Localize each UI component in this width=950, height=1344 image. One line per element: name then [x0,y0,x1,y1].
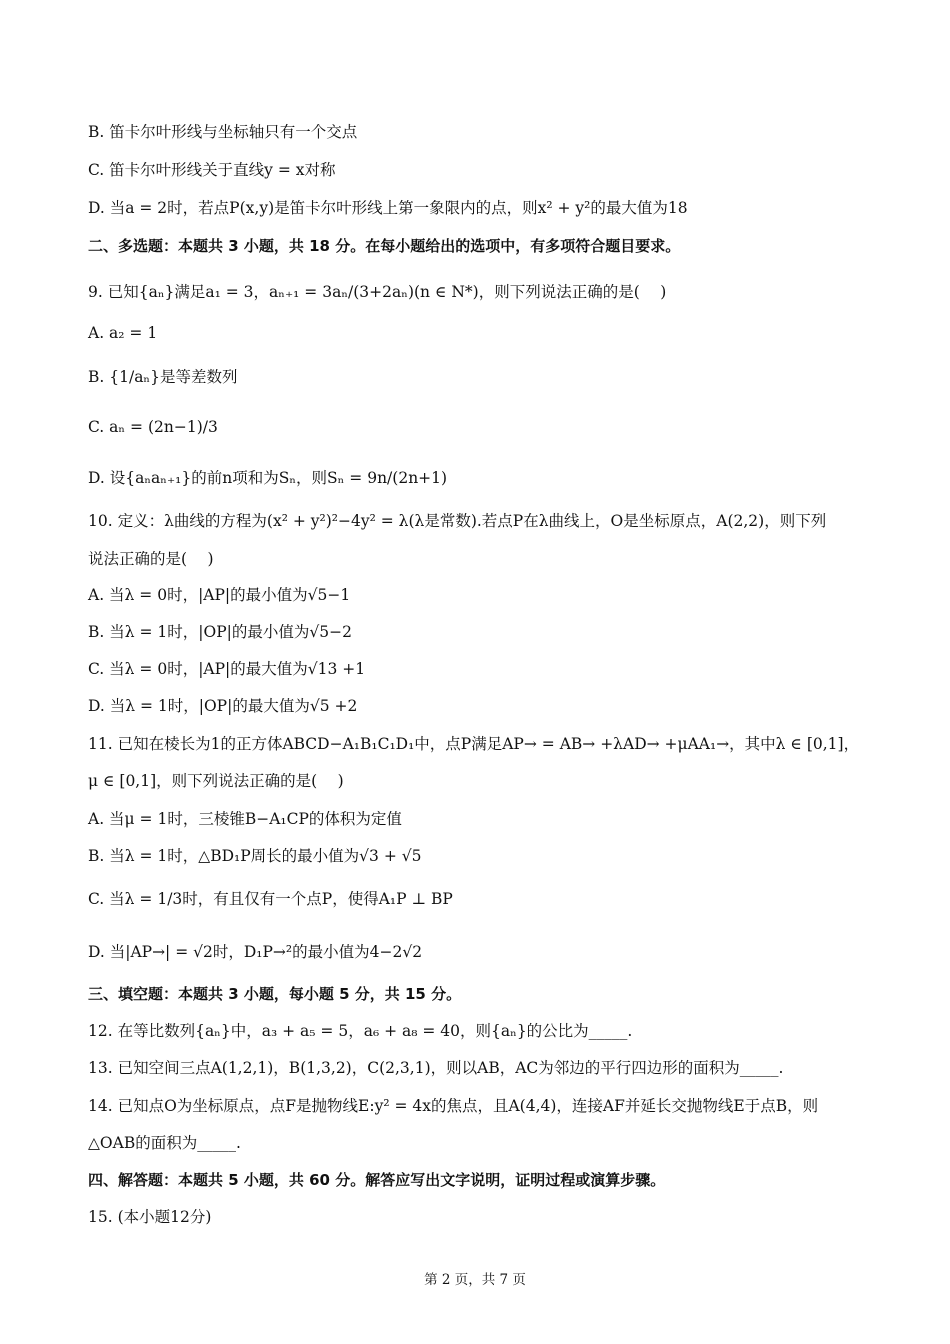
text-line: △OAB的面积为_____. [88,1134,241,1152]
text-line: C. 当λ = 1/3时，有且仅有一个点P，使得A₁P ⊥ BP [88,890,453,908]
section-heading: 二、多选题：本题共 3 小题，共 18 分。在每小题给出的选项中，有多项符合题目要求。 [88,237,681,255]
text-line: B. 当λ = 1时，|OP|的最小值为√5−2 [88,623,352,641]
text-line: C. aₙ = (2n−1)/3 [88,418,218,436]
text-line: μ ∈ [0,1]，则下列说法正确的是( ) [88,772,344,790]
text-line: 10. 定义：λ曲线的方程为(x² + y²)²−4y² = λ(λ是常数).若点P在λ曲线上，O是坐标原点，A(2,2)，则下列 [88,512,827,530]
text-line: 13. 已知空间三点A(1,2,1)，B(1,3,2)，C(2,3,1)，则以AB，AC为邻边的平行四边形的面积为_____. [88,1059,784,1077]
text-line: 9. 已知{aₙ}满足a₁ = 3，aₙ₊₁ = 3aₙ/(3+2aₙ)(n ∈ N*)，则下列说法正确的是( ) [88,283,667,301]
text-line: 说法正确的是( ) [88,550,214,568]
text-line: B. {1/aₙ}是等差数列 [88,368,238,386]
text-line: C. 笛卡尔叶形线关于直线y = x对称 [88,161,336,179]
section-heading: 四、解答题：本题共 5 小题，共 60 分。解答应写出文字说明，证明过程或演算步骤。 [88,1171,666,1189]
text-line: D. 设{aₙaₙ₊₁}的前n项和为Sₙ，则Sₙ = 9n/(2n+1) [88,469,448,487]
text-line: 14. 已知点O为坐标原点，点F是抛物线E:y² = 4x的焦点，且A(4,4)，连接AF并延长交抛物线E于点B，则 [88,1097,819,1115]
text-line: B. 当λ = 1时，△BD₁P周长的最小值为√3 + √5 [88,847,422,865]
text-line: 11. 已知在棱长为1的正方体ABCD−A₁B₁C₁D₁中，点P满足AP→ = AB→ +λAD→ +μAA₁→，其中λ ∈ [0,1]， [88,735,860,753]
text-line: B. 笛卡尔叶形线与坐标轴只有一个交点 [88,123,358,141]
text-line: D. 当λ = 1时，|OP|的最大值为√5 +2 [88,697,358,715]
text-line: 15. (本小题12分) [88,1208,212,1226]
text-line: A. 当μ = 1时，三棱锥B−A₁CP的体积为定值 [88,810,402,828]
section-heading: 三、填空题：本题共 3 小题，每小题 5 分，共 15 分。 [88,985,462,1003]
text-line: A. a₂ = 1 [88,324,158,342]
text-line: D. 当a = 2时，若点P(x,y)是笛卡尔叶形线上第一象限内的点，则x² + y²的最大值为18 [88,199,688,217]
text-line: A. 当λ = 0时，|AP|的最小值为√5−1 [88,586,351,604]
text-line: C. 当λ = 0时，|AP|的最大值为√13 +1 [88,660,366,678]
page-footer: 第 2 页，共 7 页 [424,1272,526,1288]
text-line: D. 当|AP→| = √2时，D₁P→²的最小值为4−2√2 [88,943,423,961]
text-line: 12. 在等比数列{aₙ}中，a₃ + a₅ = 5，a₆ + a₈ = 40，则{aₙ}的公比为_____. [88,1022,633,1040]
